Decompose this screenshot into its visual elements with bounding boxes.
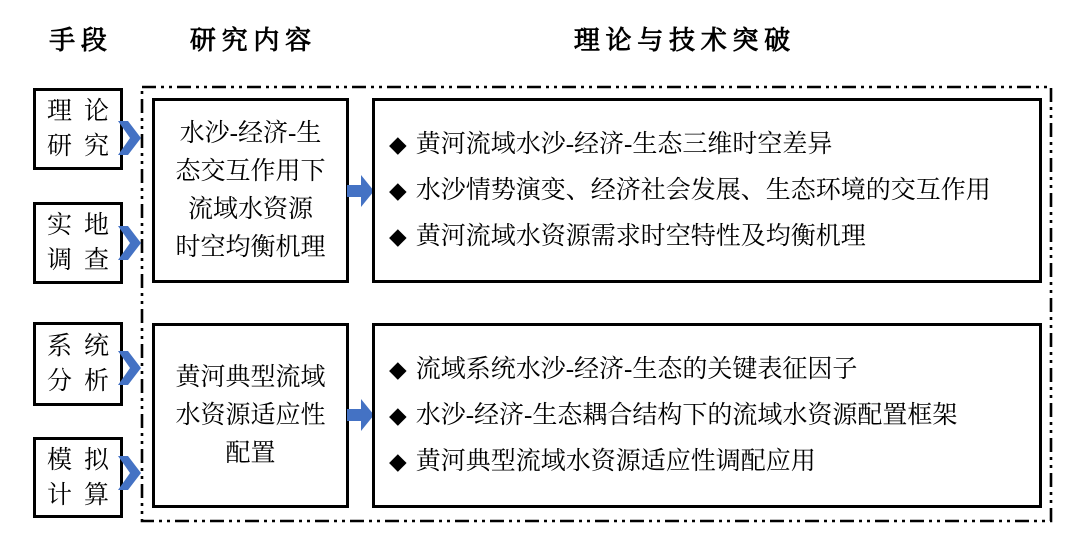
method-box-line: 调查 bbox=[47, 247, 109, 274]
diamond-bullet-icon: ◆ bbox=[389, 402, 407, 429]
header-methods: 手段 bbox=[49, 25, 113, 55]
breakthrough-box-theory bbox=[372, 98, 1042, 283]
method-box-line: 理论 bbox=[47, 98, 109, 125]
diamond-bullet-icon: ◆ bbox=[389, 356, 407, 383]
content-box-water-balance-mechanism bbox=[152, 98, 349, 283]
chevron-right-icon bbox=[118, 456, 142, 490]
chevron-right-icon bbox=[118, 226, 142, 260]
method-box-line: 研究 bbox=[47, 133, 109, 160]
diamond-bullet-icon: ◆ bbox=[389, 177, 407, 204]
content-box-line: 时空均衡机理 bbox=[175, 233, 326, 261]
diamond-bullet-icon: ◆ bbox=[389, 223, 407, 250]
chevron-right-icon bbox=[118, 121, 142, 155]
method-box-field-investigation bbox=[33, 202, 123, 284]
content-box-line: 水沙-经济-生 bbox=[179, 119, 322, 147]
arrow-right-icon bbox=[347, 398, 374, 432]
content-box-line: 配置 bbox=[225, 439, 276, 467]
header-theory-tech-breakthrough: 理论与技术突破 bbox=[573, 25, 796, 55]
bullet-text: 黄河流域水沙-经济-生态三维时空差异 bbox=[415, 130, 833, 158]
diamond-bullet-icon: ◆ bbox=[389, 131, 407, 158]
bullet-text: 水沙-经济-生态耦合结构下的流域水资源配置框架 bbox=[415, 401, 958, 429]
bullet-item bbox=[389, 214, 1039, 260]
method-box-line: 实地 bbox=[47, 212, 109, 239]
content-box-adaptive-allocation bbox=[152, 323, 349, 508]
diamond-bullet-icon: ◆ bbox=[389, 448, 407, 475]
bullet-item bbox=[389, 439, 1039, 485]
bullet-item bbox=[389, 168, 1039, 214]
method-box-line: 分析 bbox=[47, 368, 109, 395]
breakthrough-box-technique bbox=[372, 323, 1042, 508]
content-box-line: 态交互作用下 bbox=[175, 157, 326, 185]
bullet-item bbox=[389, 122, 1039, 168]
bullet-text: 黄河流域水资源需求时空特性及均衡机理 bbox=[415, 222, 866, 250]
bullet-text: 黄河典型流域水资源适应性调配应用 bbox=[415, 447, 816, 475]
method-box-line: 系统 bbox=[47, 333, 109, 360]
method-box-line: 模拟 bbox=[47, 446, 109, 474]
bullet-text: 水沙情势演变、经济社会发展、生态环境的交互作用 bbox=[415, 176, 991, 204]
header-research-content: 研究内容 bbox=[189, 25, 317, 55]
content-box-line: 水资源适应性 bbox=[175, 401, 326, 429]
method-box-system-analysis bbox=[33, 322, 123, 406]
bullet-item bbox=[389, 393, 1039, 439]
content-box-line: 流域水资源 bbox=[187, 195, 313, 223]
method-box-line: 计算 bbox=[47, 481, 109, 509]
method-box-simulation-computation bbox=[33, 437, 123, 518]
arrow-right-icon bbox=[347, 174, 374, 208]
bullet-text: 流域系统水沙-经济-生态的关键表征因子 bbox=[415, 355, 858, 383]
bullet-item bbox=[389, 347, 1039, 393]
chevron-right-icon bbox=[118, 351, 142, 385]
content-box-line: 黄河典型流域 bbox=[175, 363, 326, 391]
method-box-theoretical-research bbox=[33, 88, 123, 170]
